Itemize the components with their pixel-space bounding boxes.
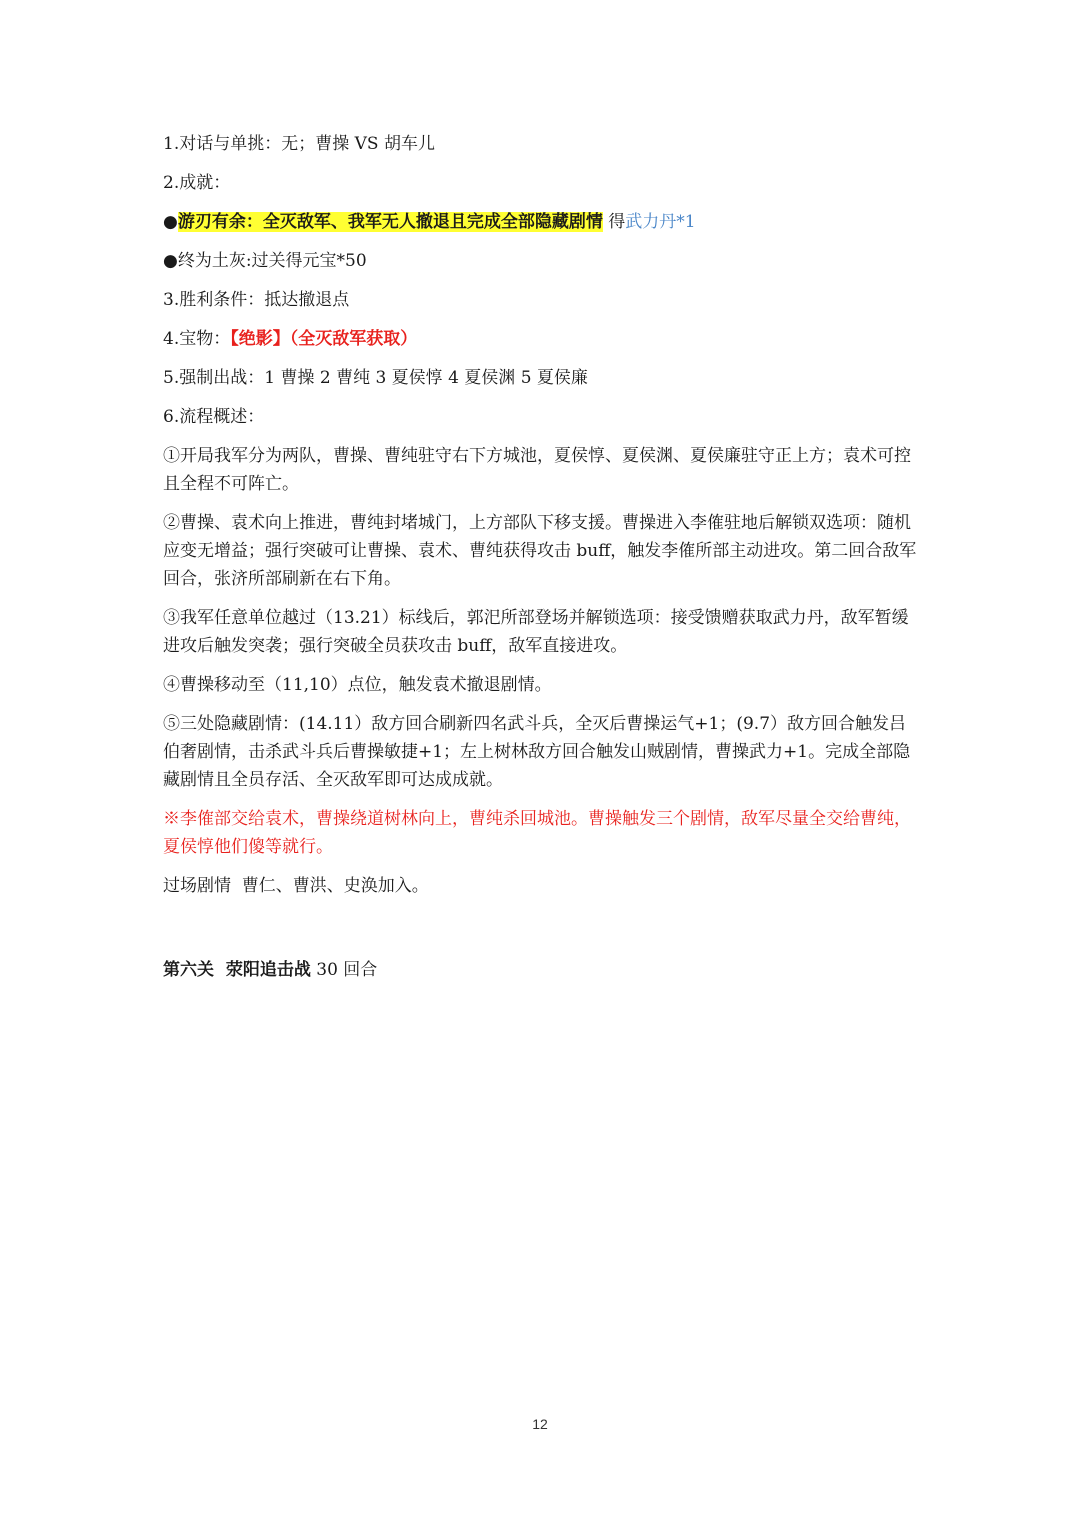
cutscene-note: 过场剧情 曹仁、曹洪、史涣加入。 — [163, 876, 429, 896]
achievement-1-reward: 武力丹*1 — [625, 212, 696, 232]
page-number: 12 — [532, 1416, 548, 1432]
next-stage-turns: 30 回合 — [310, 960, 378, 980]
treasure-item — [163, 325, 923, 353]
achievements-heading: 2.成就： — [163, 173, 231, 193]
strategy-note: ※李傕部交给袁术，曹操绕道树林向上，曹纯杀回城池。曹操触发三个剧情，敌军尽量全交给曹纯，夏侯惇他们傻等就行。 — [163, 809, 911, 857]
step-2: ②曹操、袁术向上推进，曹纯封堵城门，上方部队下移支援。曹操进入李傕驻地后解锁双选项：随机应变无增益；强行突破可让曹操、袁术、曹纯获得攻击 buff，触发李傕所部主动进攻。第二回合敌军回合，张济所部刷新在右下角。 — [163, 513, 917, 589]
treasure-name: 【绝影】（全灭敌军获取） — [230, 329, 418, 349]
step-3: ③我军任意单位越过（13.21）标线后，郭汜所部登场并解锁选项：接受馈赠获取武力丹，敌军暂缓进攻后触发突袭；强行突破全员获攻击 buff，敌军直接进攻。 — [163, 608, 909, 656]
forced-deployment: 5.强制出战：1 曹操 2 曹纯 3 夏侯惇 4 夏侯渊 5 夏侯廉 — [163, 368, 588, 388]
next-stage-heading — [163, 956, 377, 984]
next-stage-title: 第六关 荥阳追击战 — [163, 960, 311, 980]
bullet: ● — [163, 212, 178, 232]
achievement-1-highlight: 游刃有余：全灭敌军、我军无人撤退且完成全部隐藏剧情 — [177, 212, 603, 232]
treasure-prefix: 4.宝物： — [163, 329, 231, 349]
step-4: ④曹操移动至（11,10）点位，触发袁术撤退剧情。 — [163, 675, 552, 695]
step-1: ①开局我军分为两队，曹操、曹纯驻守右下方城池，夏侯惇、夏侯渊、夏侯廉驻守正上方；袁术可控且全程不可阵亡。 — [163, 446, 911, 494]
victory-condition: 3.胜利条件：抵达撤退点 — [163, 290, 350, 310]
achievement-1-gap: 得 — [602, 212, 626, 232]
process-heading: 6.流程概述： — [163, 407, 265, 427]
dialogue-item: 1.对话与单挑：无；曹操 VS 胡车儿 — [163, 134, 435, 154]
step-5: ⑤三处隐藏剧情：(14.11）敌方回合刷新四名武斗兵，全灭后曹操运气+1；(9.7）敌方回合触发吕伯奢剧情，击杀武斗兵后曹操敏捷+1；左上树林敌方回合触发山贼剧情，曹操武力+1。完成全部隐藏剧情且全员存活、全灭敌军即可达成成就。 — [163, 714, 911, 790]
walkthrough-content — [163, 130, 923, 911]
achievement-1 — [163, 208, 923, 236]
achievement-2: ●终为土灰:过关得元宝*50 — [163, 251, 367, 271]
